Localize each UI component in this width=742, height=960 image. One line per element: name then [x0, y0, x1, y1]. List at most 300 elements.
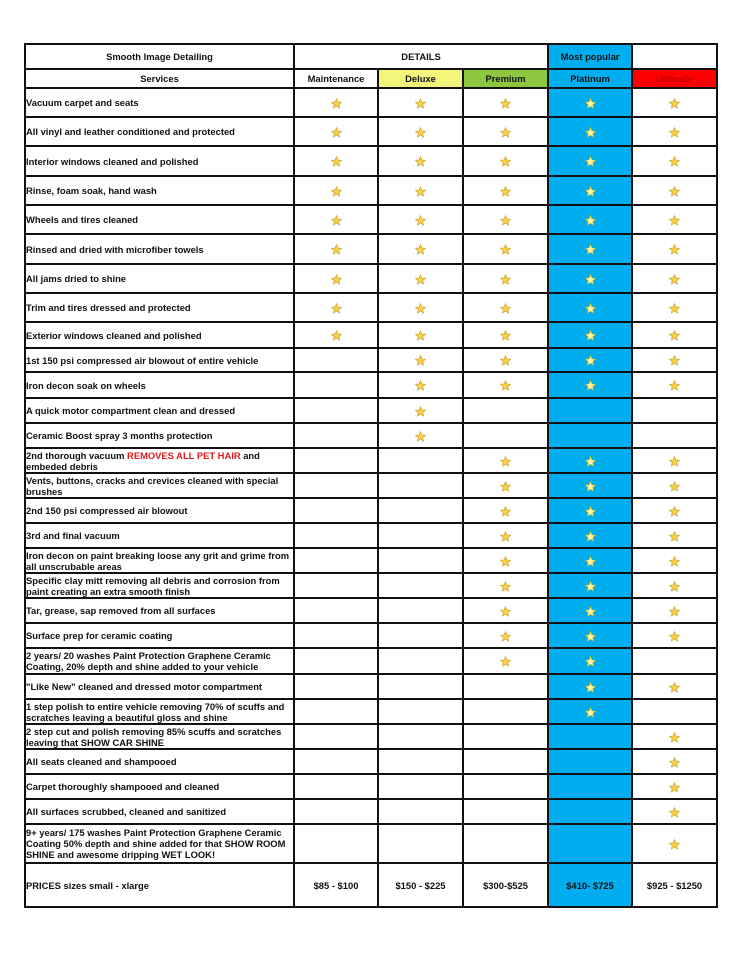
cell-maintenance: [294, 774, 378, 799]
cell-maintenance: [294, 146, 378, 176]
cell-deluxe: [378, 88, 463, 117]
service-label-highlight: REMOVES ALL PET HAIR: [127, 449, 241, 461]
service-label-suffix: and embeded debris: [26, 449, 260, 472]
star-icon: [415, 156, 426, 167]
cell-premium: [463, 598, 548, 623]
service-row: [25, 264, 717, 293]
star-icon: [585, 127, 596, 138]
cell-deluxe: [378, 176, 463, 205]
cell-maintenance: [294, 498, 378, 523]
cell-ultimate: [632, 264, 717, 293]
cell-maintenance: [294, 824, 378, 863]
service-row: [25, 523, 717, 548]
star-icon: [585, 631, 596, 642]
star-icon: [415, 406, 426, 417]
star-icon: [500, 127, 511, 138]
cell-premium: [463, 234, 548, 264]
service-label: All seats cleaned and shampooed: [25, 749, 294, 774]
star-icon: [500, 606, 511, 617]
cell-deluxe: [378, 498, 463, 523]
star-icon: [669, 556, 680, 567]
service-row: [25, 205, 717, 234]
star-icon: [331, 98, 342, 109]
star-icon: [585, 98, 596, 109]
cell-platinum: [548, 293, 632, 322]
service-row: [25, 234, 717, 264]
star-icon: [500, 274, 511, 285]
cell-platinum: [548, 548, 632, 573]
star-icon: [500, 303, 511, 314]
cell-premium: [463, 774, 548, 799]
cell-ultimate: [632, 749, 717, 774]
service-label: Interior windows cleaned and polished: [25, 146, 294, 176]
cell-deluxe: [378, 423, 463, 448]
cell-ultimate: [632, 322, 717, 348]
star-icon: [585, 186, 596, 197]
service-row: [25, 448, 717, 473]
star-icon: [585, 531, 596, 542]
cell-ultimate: [632, 648, 717, 674]
cell-platinum: [548, 348, 632, 372]
cell-platinum: [548, 205, 632, 234]
cell-maintenance: [294, 423, 378, 448]
star-icon: [415, 274, 426, 285]
empty-header-cell: [632, 44, 717, 69]
cell-maintenance: [294, 699, 378, 724]
cell-ultimate: [632, 473, 717, 498]
service-row: [25, 598, 717, 623]
cell-maintenance: [294, 799, 378, 824]
cell-platinum: [548, 523, 632, 548]
service-label: 2 years/ 20 washes Paint Protection Graphene Ceramic Coating, 20% depth and shine added to your vehicle: [25, 648, 294, 674]
star-icon: [415, 380, 426, 391]
cell-maintenance: [294, 205, 378, 234]
service-label: Tar, grease, sap removed from all surfaces: [25, 598, 294, 623]
star-icon: [585, 156, 596, 167]
cell-maintenance: [294, 117, 378, 146]
cell-platinum: [548, 117, 632, 146]
star-icon: [500, 506, 511, 517]
cell-platinum: [548, 473, 632, 498]
cell-maintenance: [294, 293, 378, 322]
star-icon: [669, 456, 680, 467]
price-ultimate: $925 - $1250: [632, 863, 717, 907]
star-icon: [669, 531, 680, 542]
service-label: All jams dried to shine: [25, 264, 294, 293]
service-label: Vents, buttons, cracks and crevices cleaned with special brushes: [25, 473, 294, 498]
cell-ultimate: [632, 348, 717, 372]
cell-maintenance: [294, 548, 378, 573]
cell-maintenance: [294, 674, 378, 699]
service-label: 2 step cut and polish removing 85% scuffs and scratches leaving that SHOW CAR SHINE: [25, 724, 294, 749]
cell-premium: [463, 398, 548, 423]
cell-deluxe: [378, 448, 463, 473]
service-label: [25, 448, 294, 473]
star-icon: [669, 274, 680, 285]
star-icon: [669, 506, 680, 517]
cell-premium: [463, 648, 548, 674]
star-icon: [500, 380, 511, 391]
price-label: PRICES sizes small - xlarge: [25, 863, 294, 907]
cell-deluxe: [378, 623, 463, 648]
star-icon: [500, 215, 511, 226]
tier-ultimate: Ultimate: [632, 69, 717, 88]
cell-ultimate: [632, 699, 717, 724]
cell-maintenance: [294, 398, 378, 423]
service-label: 1 step polish to entire vehicle removing 70% of scuffs and scratches leaving a beautiful gloss and shine: [25, 699, 294, 724]
cell-ultimate: [632, 774, 717, 799]
service-row: [25, 146, 717, 176]
cell-premium: [463, 799, 548, 824]
service-comparison-table: [24, 43, 718, 908]
service-row: [25, 623, 717, 648]
business-name: Smooth Image Detailing: [25, 44, 294, 69]
star-icon: [500, 330, 511, 341]
star-icon: [669, 757, 680, 768]
star-icon: [669, 380, 680, 391]
service-label: Trim and tires dressed and protected: [25, 293, 294, 322]
star-icon: [500, 244, 511, 255]
star-icon: [669, 186, 680, 197]
cell-maintenance: [294, 88, 378, 117]
service-row: [25, 176, 717, 205]
cell-deluxe: [378, 573, 463, 598]
cell-ultimate: [632, 573, 717, 598]
cell-maintenance: [294, 523, 378, 548]
service-label: Wheels and tires cleaned: [25, 205, 294, 234]
service-row: [25, 423, 717, 448]
cell-maintenance: [294, 264, 378, 293]
service-label: 3rd and final vacuum: [25, 523, 294, 548]
service-label: Iron decon on paint breaking loose any grit and grime from all unscrubable areas: [25, 548, 294, 573]
header-row-title: [25, 44, 717, 69]
star-icon: [331, 215, 342, 226]
price-row: [25, 863, 717, 907]
cell-deluxe: [378, 372, 463, 398]
cell-maintenance: [294, 322, 378, 348]
service-label: "Like New" cleaned and dressed motor compartment: [25, 674, 294, 699]
star-icon: [585, 682, 596, 693]
cell-premium: [463, 264, 548, 293]
cell-platinum: [548, 264, 632, 293]
service-label: Exterior windows cleaned and polished: [25, 322, 294, 348]
star-icon: [669, 807, 680, 818]
cell-deluxe: [378, 674, 463, 699]
cell-premium: [463, 749, 548, 774]
cell-maintenance: [294, 372, 378, 398]
service-label: Carpet thoroughly shampooed and cleaned: [25, 774, 294, 799]
star-icon: [669, 732, 680, 743]
star-icon: [669, 355, 680, 366]
service-row: [25, 824, 717, 863]
cell-deluxe: [378, 398, 463, 423]
cell-premium: [463, 88, 548, 117]
cell-deluxe: [378, 648, 463, 674]
star-icon: [585, 303, 596, 314]
star-icon: [500, 556, 511, 567]
star-icon: [415, 431, 426, 442]
service-row: [25, 799, 717, 824]
service-row: [25, 372, 717, 398]
cell-platinum: [548, 648, 632, 674]
cell-premium: [463, 824, 548, 863]
cell-deluxe: [378, 264, 463, 293]
cell-deluxe: [378, 598, 463, 623]
cell-ultimate: [632, 799, 717, 824]
cell-premium: [463, 348, 548, 372]
cell-deluxe: [378, 523, 463, 548]
star-icon: [669, 98, 680, 109]
star-icon: [669, 244, 680, 255]
cell-premium: [463, 573, 548, 598]
cell-deluxe: [378, 774, 463, 799]
star-icon: [415, 186, 426, 197]
service-label: Rinsed and dried with microfiber towels: [25, 234, 294, 264]
service-label: A quick motor compartment clean and dressed: [25, 398, 294, 423]
service-label: Rinse, foam soak, hand wash: [25, 176, 294, 205]
star-icon: [331, 127, 342, 138]
service-label: All surfaces scrubbed, cleaned and sanitized: [25, 799, 294, 824]
cell-premium: [463, 205, 548, 234]
star-icon: [415, 215, 426, 226]
star-icon: [585, 215, 596, 226]
service-label: Ceramic Boost spray 3 months protection: [25, 423, 294, 448]
cell-premium: [463, 372, 548, 398]
cell-maintenance: [294, 448, 378, 473]
service-row: [25, 648, 717, 674]
star-icon: [415, 127, 426, 138]
cell-ultimate: [632, 674, 717, 699]
service-row: [25, 88, 717, 117]
service-row: [25, 293, 717, 322]
cell-ultimate: [632, 498, 717, 523]
cell-ultimate: [632, 598, 717, 623]
service-label: 9+ years/ 175 washes Paint Protection Graphene Ceramic Coating 50% depth and shine added for that SHOW ROOM SHINE and awesome dripping WET LOOK!: [25, 824, 294, 863]
cell-deluxe: [378, 293, 463, 322]
cell-deluxe: [378, 473, 463, 498]
star-icon: [500, 98, 511, 109]
service-row: [25, 724, 717, 749]
cell-platinum: [548, 448, 632, 473]
star-icon: [331, 274, 342, 285]
cell-ultimate: [632, 117, 717, 146]
service-label: Iron decon soak on wheels: [25, 372, 294, 398]
cell-platinum: [548, 176, 632, 205]
star-icon: [585, 274, 596, 285]
cell-ultimate: [632, 724, 717, 749]
header-row-tiers: [25, 69, 717, 88]
cell-deluxe: [378, 322, 463, 348]
cell-platinum: [548, 573, 632, 598]
cell-platinum: [548, 498, 632, 523]
star-icon: [415, 355, 426, 366]
star-icon: [415, 303, 426, 314]
star-icon: [585, 556, 596, 567]
cell-maintenance: [294, 623, 378, 648]
star-icon: [669, 606, 680, 617]
star-icon: [331, 303, 342, 314]
service-row: [25, 573, 717, 598]
cell-ultimate: [632, 176, 717, 205]
cell-platinum: [548, 598, 632, 623]
service-row: [25, 398, 717, 423]
cell-platinum: [548, 749, 632, 774]
star-icon: [585, 456, 596, 467]
star-icon: [500, 186, 511, 197]
cell-premium: [463, 293, 548, 322]
cell-maintenance: [294, 234, 378, 264]
cell-ultimate: [632, 548, 717, 573]
star-icon: [669, 682, 680, 693]
price-platinum: $410- $725: [548, 863, 632, 907]
cell-platinum: [548, 88, 632, 117]
cell-premium: [463, 146, 548, 176]
service-row: [25, 699, 717, 724]
star-icon: [585, 581, 596, 592]
star-icon: [331, 244, 342, 255]
service-label: Surface prep for ceramic coating: [25, 623, 294, 648]
cell-deluxe: [378, 699, 463, 724]
star-icon: [585, 355, 596, 366]
service-row: [25, 473, 717, 498]
cell-premium: [463, 176, 548, 205]
cell-deluxe: [378, 117, 463, 146]
star-icon: [585, 481, 596, 492]
service-row: [25, 498, 717, 523]
cell-premium: [463, 674, 548, 699]
star-icon: [669, 631, 680, 642]
cell-platinum: [548, 398, 632, 423]
star-icon: [415, 244, 426, 255]
star-icon: [669, 839, 680, 850]
cell-maintenance: [294, 176, 378, 205]
cell-ultimate: [632, 398, 717, 423]
cell-platinum: [548, 423, 632, 448]
star-icon: [669, 215, 680, 226]
cell-maintenance: [294, 648, 378, 674]
cell-premium: [463, 473, 548, 498]
star-icon: [669, 303, 680, 314]
cell-premium: [463, 699, 548, 724]
cell-premium: [463, 322, 548, 348]
cell-ultimate: [632, 293, 717, 322]
cell-deluxe: [378, 146, 463, 176]
cell-platinum: [548, 623, 632, 648]
cell-premium: [463, 448, 548, 473]
service-row: [25, 674, 717, 699]
star-icon: [585, 606, 596, 617]
cell-premium: [463, 423, 548, 448]
star-icon: [331, 156, 342, 167]
cell-deluxe: [378, 234, 463, 264]
cell-ultimate: [632, 824, 717, 863]
cell-maintenance: [294, 573, 378, 598]
star-icon: [500, 631, 511, 642]
star-icon: [585, 707, 596, 718]
cell-maintenance: [294, 473, 378, 498]
cell-premium: [463, 498, 548, 523]
star-icon: [331, 186, 342, 197]
cell-premium: [463, 724, 548, 749]
service-row: [25, 322, 717, 348]
service-row: [25, 348, 717, 372]
price-maintenance: $85 - $100: [294, 863, 378, 907]
cell-platinum: [548, 372, 632, 398]
star-icon: [669, 581, 680, 592]
service-label-text: 2nd thorough vacuum: [26, 449, 128, 461]
cell-ultimate: [632, 423, 717, 448]
cell-ultimate: [632, 448, 717, 473]
star-icon: [331, 330, 342, 341]
cell-maintenance: [294, 749, 378, 774]
star-icon: [669, 330, 680, 341]
cell-deluxe: [378, 548, 463, 573]
tier-platinum: Platinum: [548, 69, 632, 88]
service-label: Vacuum carpet and seats: [25, 88, 294, 117]
star-icon: [500, 656, 511, 667]
service-label: 1st 150 psi compressed air blowout of entire vehicle: [25, 348, 294, 372]
star-icon: [415, 98, 426, 109]
tier-deluxe: Deluxe: [378, 69, 463, 88]
cell-platinum: [548, 799, 632, 824]
star-icon: [585, 330, 596, 341]
cell-platinum: [548, 724, 632, 749]
service-row: [25, 774, 717, 799]
star-icon: [415, 330, 426, 341]
service-row: [25, 749, 717, 774]
cell-maintenance: [294, 598, 378, 623]
cell-deluxe: [378, 724, 463, 749]
cell-maintenance: [294, 724, 378, 749]
cell-ultimate: [632, 234, 717, 264]
star-icon: [669, 481, 680, 492]
star-icon: [669, 782, 680, 793]
details-heading: DETAILS: [294, 44, 548, 69]
cell-platinum: [548, 674, 632, 699]
cell-deluxe: [378, 799, 463, 824]
cell-platinum: [548, 699, 632, 724]
service-row: [25, 117, 717, 146]
service-label: All vinyl and leather conditioned and protected: [25, 117, 294, 146]
cell-premium: [463, 523, 548, 548]
tier-premium: Premium: [463, 69, 548, 88]
cell-premium: [463, 623, 548, 648]
cell-maintenance: [294, 348, 378, 372]
service-label: Specific clay mitt removing all debris and corrosion from paint creating an extra smooth finish: [25, 573, 294, 598]
cell-ultimate: [632, 623, 717, 648]
tier-maintenance: Maintenance: [294, 69, 378, 88]
cell-ultimate: [632, 88, 717, 117]
star-icon: [585, 656, 596, 667]
cell-platinum: [548, 234, 632, 264]
cell-deluxe: [378, 824, 463, 863]
services-heading: Services: [25, 69, 294, 88]
star-icon: [500, 156, 511, 167]
star-icon: [500, 581, 511, 592]
cell-ultimate: [632, 146, 717, 176]
price-premium: $300-$525: [463, 863, 548, 907]
star-icon: [500, 355, 511, 366]
star-icon: [669, 127, 680, 138]
cell-platinum: [548, 774, 632, 799]
cell-deluxe: [378, 205, 463, 234]
cell-platinum: [548, 322, 632, 348]
service-label: 2nd 150 psi compressed air blowout: [25, 498, 294, 523]
cell-deluxe: [378, 749, 463, 774]
most-popular-badge: Most popular: [548, 44, 632, 69]
star-icon: [669, 156, 680, 167]
cell-ultimate: [632, 372, 717, 398]
